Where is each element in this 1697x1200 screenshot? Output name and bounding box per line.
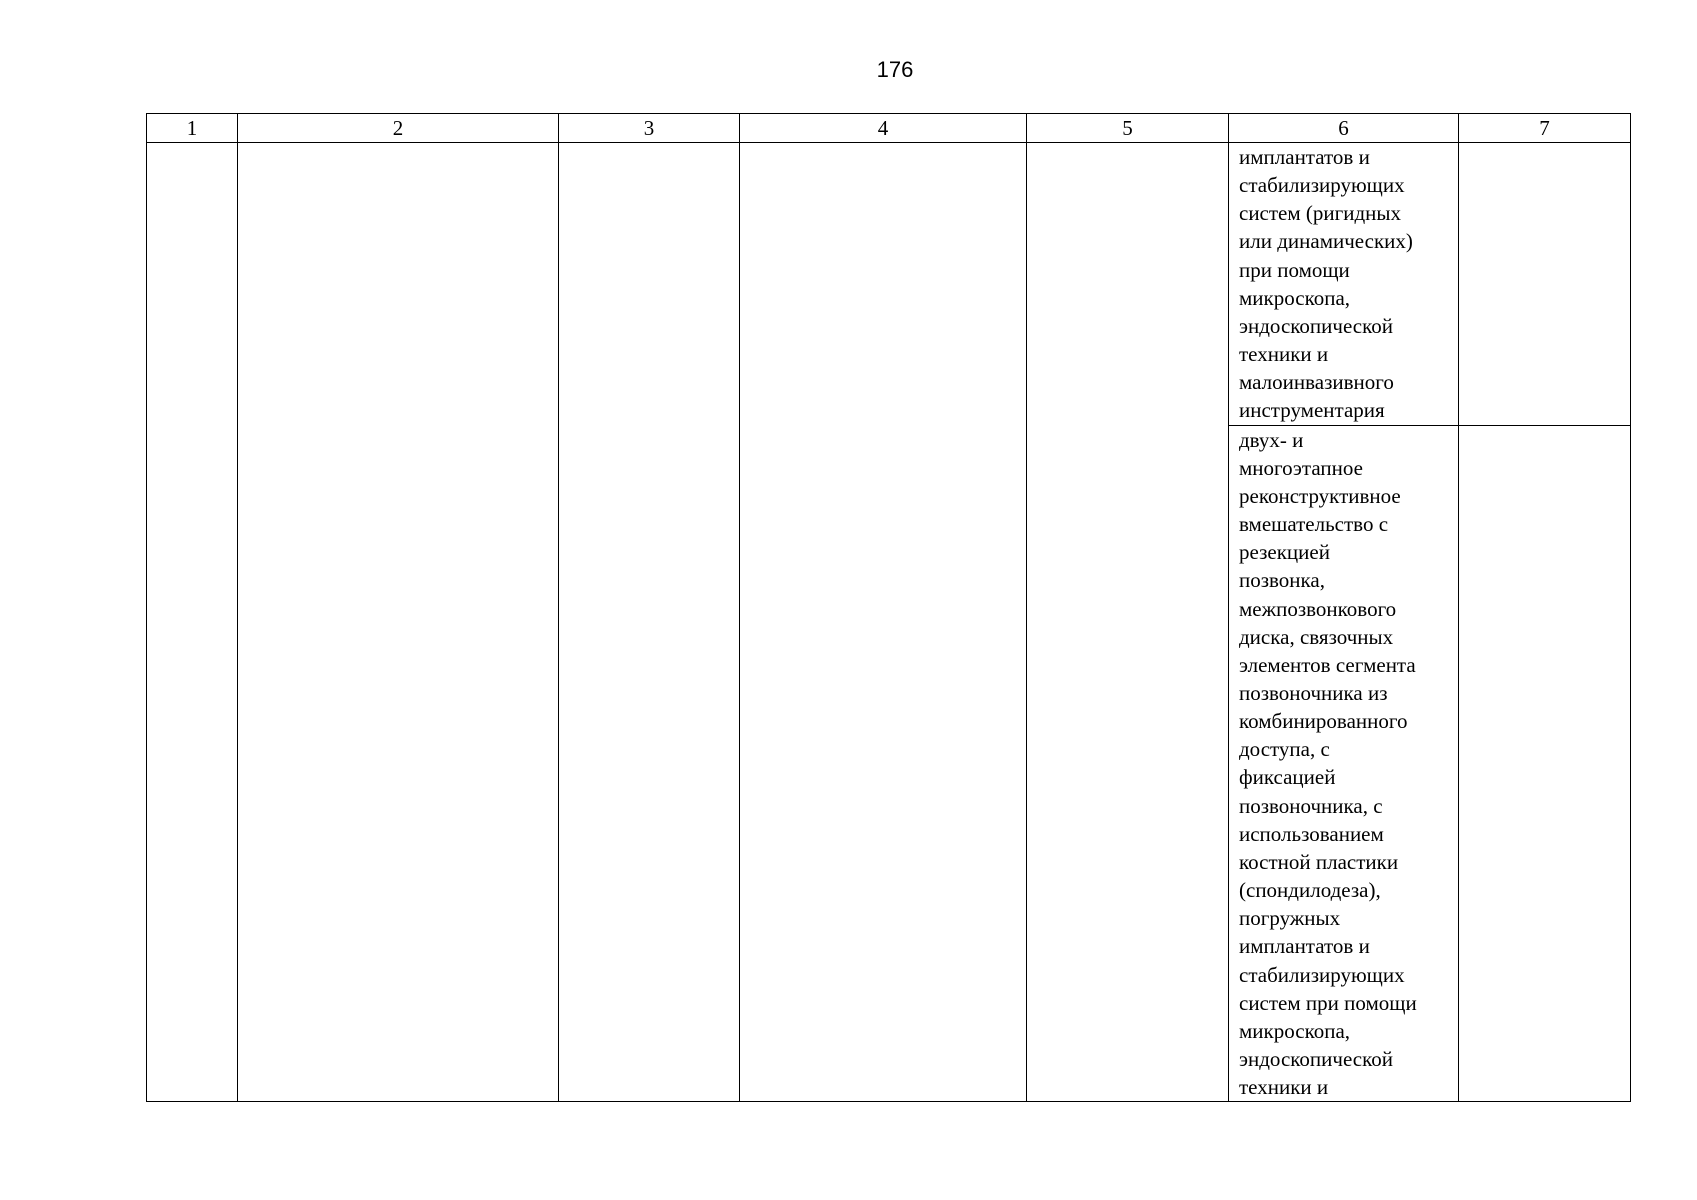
table-row	[147, 143, 1631, 426]
cell-col7	[1459, 143, 1631, 426]
procedures-table	[146, 113, 1631, 1102]
table-header-row	[147, 114, 1631, 143]
cell-treatment-method: двух- и многоэтапное реконструктивное вмешательство с резекцией позвонка, межпозвонкового диска, связочных элементов сегмента позвоночника из комбинированного доступа, с фиксацией позвоночника, с использованием костной пластики (спондилодеза), погружных имплантатов и стабилизирующих систем при помощи микроскопа, эндоскопической техники и	[1229, 425, 1459, 1102]
cell-col7	[1459, 425, 1631, 1102]
cell-treatment-method: имплантатов и стабилизирующих систем (ригидных или динамических) при помощи микроскопа, эндоскопической техники и малоинвазивного инструментария	[1229, 143, 1459, 426]
column-header-6: 6	[1229, 114, 1459, 143]
cell-col3	[559, 143, 740, 1102]
cell-col5	[1027, 143, 1229, 1102]
column-header-1: 1	[147, 114, 238, 143]
cell-col2	[238, 143, 559, 1102]
cell-col4	[740, 143, 1027, 1102]
column-header-5: 5	[1027, 114, 1229, 143]
column-header-7: 7	[1459, 114, 1631, 143]
column-header-4: 4	[740, 114, 1027, 143]
cell-col1	[147, 143, 238, 1102]
page-number: 176	[876, 57, 914, 82]
column-header-2: 2	[238, 114, 559, 143]
column-header-3: 3	[559, 114, 740, 143]
